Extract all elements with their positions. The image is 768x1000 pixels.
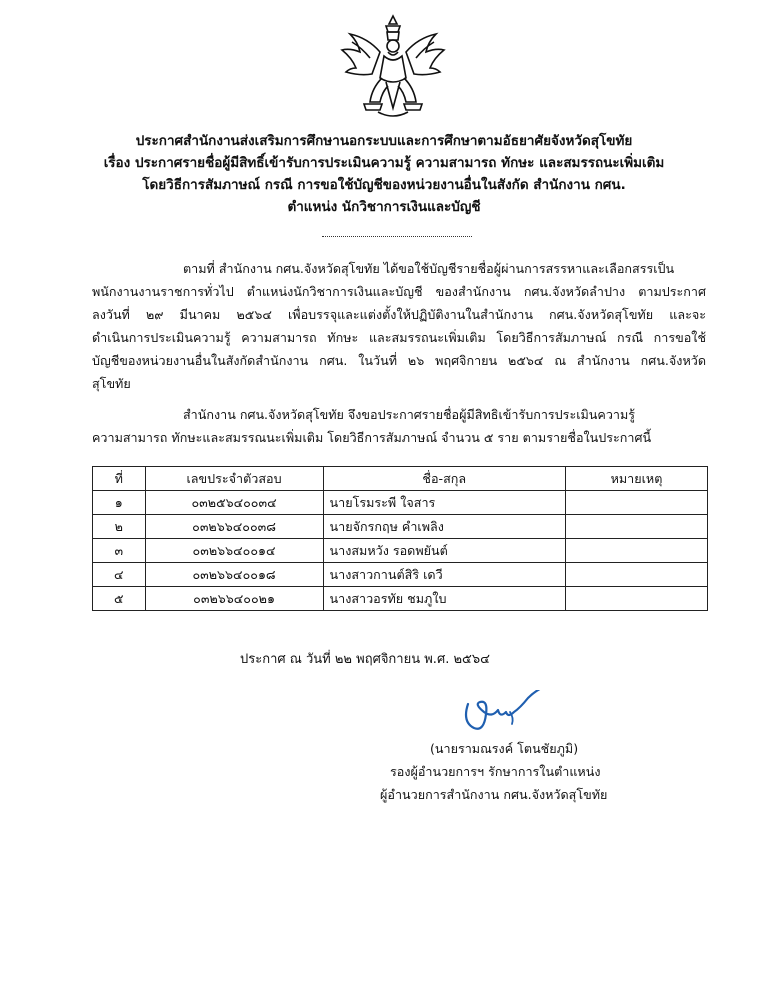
row-number: ๒ [93,515,146,539]
row-name: นางสาวกานต์สิริ เดวี [323,563,566,587]
row-remark [566,515,708,539]
row-number: ๔ [93,563,146,587]
handwritten-signature [460,690,550,738]
table-row [93,491,708,515]
row-number: ๕ [93,587,146,611]
table-row [93,515,708,539]
table-row [93,563,708,587]
table-row [93,539,708,563]
garuda-emblem-icon [338,12,448,124]
paragraph1-line1: ตามที่ สำนักงาน กศน.จังหวัดสุโขทัย ได้ขอใช้บัญชีรายชื่อผู้ผ่านการสรรหาและเลือกสรรเป็น [183,261,675,276]
signer-title-acting: รองผู้อำนวยการฯ รักษาการในตำแหน่ง [390,764,601,779]
row-name: นายโรมระพี ใจสาร [323,491,566,515]
col-header-number: ที่ [93,467,146,491]
paragraph2-line2: ความสามารถ ทักษะและสมรรณนะเพิ่มเติม โดยวิธีการสัมภาษณ์ จำนวน ๕ ราย ตามรายชื่อในประกาศนี้ [92,430,652,445]
header-position: ตำแหน่ง นักวิชาการเงินและบัญชี [287,199,481,215]
col-header-name: ชื่อ-สกุล [323,467,566,491]
header-subject: เรื่อง ประกาศรายชื่อผู้มีสิทธิ์เข้ารับการประเมินความรู้ ความสามารถ ทักษะ และสมรรถนะเพิ่มเติม [103,155,665,171]
header-method: โดยวิธีการสัมภาษณ์ กรณี การขอใช้บัญชีของหน่วยงานอื่นในสังกัด สำนักงาน กศน. [142,177,626,193]
row-name: นางสมหวัง รอดพยันต์ [323,539,566,563]
row-exam-id: ๐๓๒๖๖๔๐๐๓๘ [145,515,323,539]
signer-title-director: ผู้อำนวยการสำนักงาน กศน.จังหวัดสุโขทัย [380,787,608,802]
table-row [93,587,708,611]
row-name: นางสาวอรทัย ชมภูใบ [323,587,566,611]
row-exam-id: ๐๓๒๖๖๔๐๐๑๘ [145,563,323,587]
row-remark [566,587,708,611]
row-number: ๑ [93,491,146,515]
paragraph1-line3: ลงวันที่ ๒๙ มีนาคม ๒๕๖๔ เพื่อบรรจุและแต่งตั้งให้ปฏิบัติงานในสำนักงาน กศน.จังหวัดสุโขทัย และจะ [92,307,706,322]
row-exam-id: ๐๓๒๖๖๔๐๐๑๔ [145,539,323,563]
candidate-table [92,466,708,611]
row-number: ๓ [93,539,146,563]
row-remark [566,539,708,563]
paragraph1-line2: พนักงานงานราชการทั่วไป ตำแหน่งนักวิชาการเงินและบัญชี ของสำนักงาน กศน.จังหวัดลำปาง ตามประกาศ [92,284,706,299]
col-header-exam-id: เลขประจำตัวสอบ [145,467,323,491]
announcement-date: ประกาศ ณ วันที่ ๒๒ พฤศจิกายน พ.ศ. ๒๕๖๔ [240,652,490,667]
row-exam-id: ๐๓๒๖๖๔๐๐๒๑ [145,587,323,611]
row-exam-id: ๐๓๒๕๖๔๐๐๓๔ [145,491,323,515]
signer-name: (นายรามณรงค์ โตนชัยภูมิ) [430,741,579,756]
paragraph2-line1: สำนักงาน กศน.จังหวัดสุโขทัย จึงขอประกาศรายชื่อผู้มีสิทธิเข้ารับการประเมินความรู้ [183,407,636,422]
row-remark [566,491,708,515]
paragraph1-line6: สุโขทัย [92,376,131,391]
table-header-row [93,467,708,491]
dotted-separator [322,236,472,237]
paragraph1-line5: บัญชีของหน่วยงานอื่นในสังกัดสำนักงาน กศน. ในวันที่ ๒๖ พฤศจิกายน ๒๕๖๔ ณ สำนักงาน กศน.จังหวัด [92,353,706,368]
row-name: นายจักรกฤษ คำเพลิง [323,515,566,539]
col-header-remark: หมายเหตุ [566,467,708,491]
header-title: ประกาศสำนักงานส่งเสริมการศึกษานอกระบบและการศึกษาตามอัธยาศัยจังหวัดสุโขทัย [135,133,633,149]
row-remark [566,563,708,587]
paragraph1-line4: ดำเนินการประเมินความรู้ ความสามารถ ทักษะ และสมรรถนะเพิ่มเติม โดยวิธีการสัมภาษณ์ กรณี การขอใช้ [92,330,706,345]
